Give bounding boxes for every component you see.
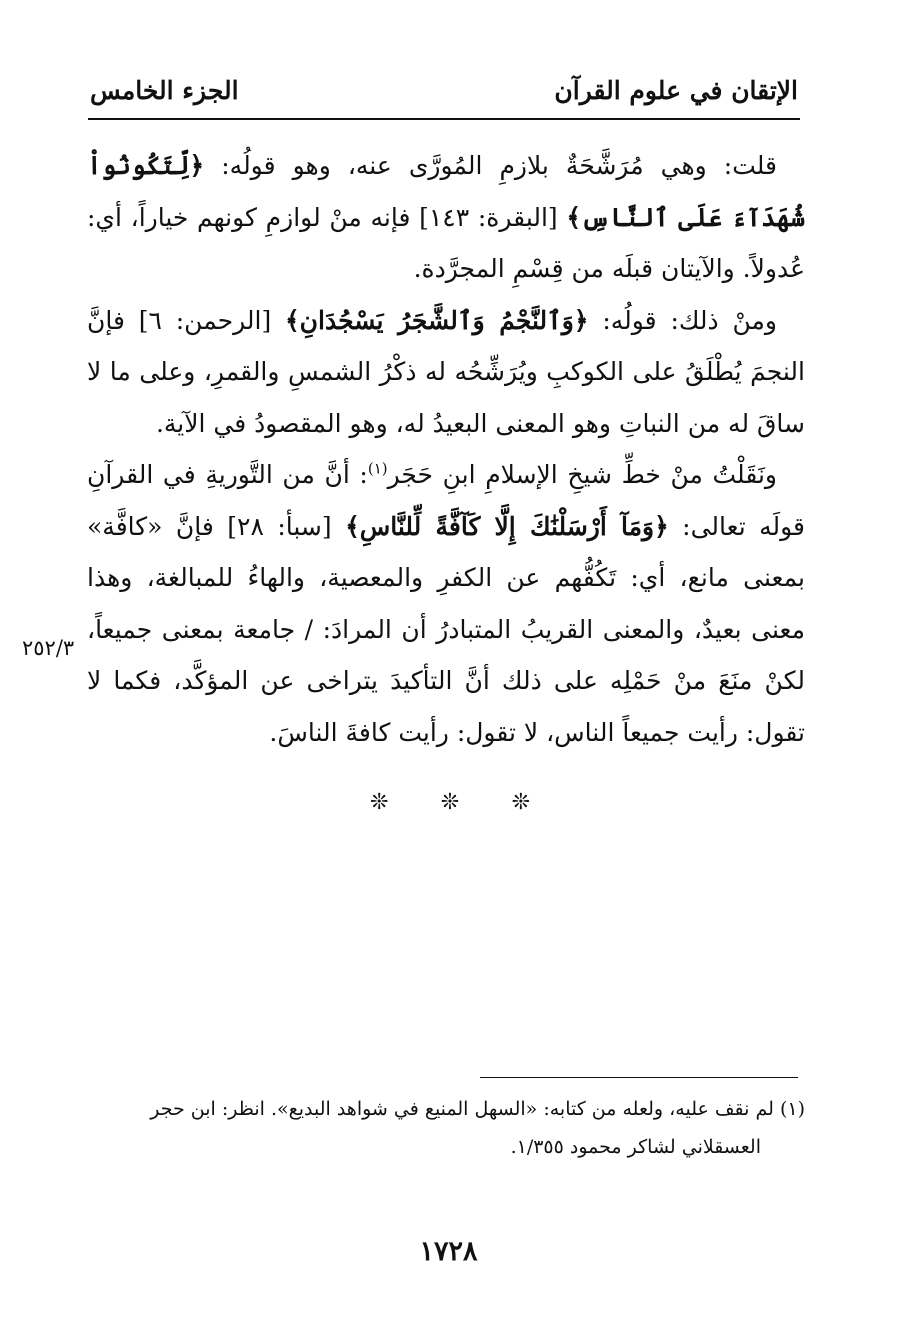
book-title: الإتقان في علوم القرآن xyxy=(554,76,798,105)
asterism-icon: ❊ xyxy=(511,790,530,815)
footnote-reference[interactable]: (١) xyxy=(367,459,388,478)
paragraph-1-rest: [البقرة: ١٤٣] فإنه منْ لوازمِ كونهم خياراً، أي: عُدولاً. والآيتان قبلَه من قِسْمِ المجرَّدة. xyxy=(87,202,805,283)
footnote-line-2: العسقلاني لشاكر محمود ١/٣٥٥. xyxy=(510,1136,761,1158)
margin-reference: ٢٥٢/٣ xyxy=(22,636,75,660)
footnote-line-1 xyxy=(93,1090,805,1128)
section-divider xyxy=(370,790,530,815)
paragraph-3 xyxy=(87,449,805,758)
paragraph-2-lead: ومنْ ذلك: قولُه: xyxy=(588,305,777,335)
paragraph-1 xyxy=(87,140,805,295)
footnote-text-1: لم نقف عليه، ولعله من كتابه: «السهل المنيع في شواهد البديع». انظر: ابن حجر xyxy=(150,1098,780,1120)
footnote xyxy=(93,1090,805,1166)
paragraph-3-rest: [سبأ: ٢٨] فإنَّ «كافَّة» بمعنى مانع، أي: تَكُفُّهم عن الكفرِ والمعصية، والهاءُ للمبالغة، وهذا معنى بعيدٌ، والمعنى القريبُ المتبادرُ أن المرادَ: / جامعة بمعنى جميعاً، لكنْ منَعَ منْ حَمْلِه على ذلك أنَّ التأكيدَ يتراخى عن المؤكَّد، فكما لا تقول: رأيت جميعاً الناس، لا تقول: رأيت كافةَ الناسَ. xyxy=(87,511,805,747)
main-text xyxy=(87,140,805,758)
paragraph-3-lead: ونَقَلْتُ منْ خطِّ شيخِ الإسلامِ ابنِ حَجَر xyxy=(387,460,777,489)
quran-verse-1: ﴿لِّتَكُونُواْ شُهَدَآءَ عَلَى ٱلنَّاسِ﴾ xyxy=(87,151,806,232)
asterism-icon: ❊ xyxy=(370,790,389,815)
page-header xyxy=(90,70,798,120)
paragraph-1-lead: قلت: وهي مُرَشَّحَةٌ بلازمِ المُورَّى عنه، وهو قولُه: xyxy=(204,151,777,180)
footnote-divider xyxy=(480,1077,798,1078)
quran-verse-3: ﴿وَمَآ أَرْسَلْنَٰكَ إِلَّا كَآفَّةً لِّلنَّاسِ﴾ xyxy=(345,511,669,541)
volume-title: الجزء الخامس xyxy=(90,76,239,105)
page-number: ١٧٢٨ xyxy=(419,1236,478,1267)
paragraph-2-rest: [الرحمن: ٦] فإنَّ النجمَ يُطْلَقُ على الكوكبِ ويُرَشِّحُه له ذكْرُ الشمسِ والقمرِ، وعلى ما لا ساقَ له من النباتِ وهو المعنى البعيدُ له، وهو المقصودُ في الآية. xyxy=(87,305,805,438)
footnote-marker: (١) xyxy=(779,1098,805,1120)
paragraph-2 xyxy=(87,295,805,450)
quran-verse-2: ﴿وَٱلنَّجْمُ وَٱلشَّجَرُ يَسْجُدَانِ﴾ xyxy=(285,305,589,335)
header-divider xyxy=(88,118,800,120)
paragraph-3-mid: : أنَّ من التَّوريةِ في القرآنِ قولَه تعالى: xyxy=(87,460,806,541)
asterism-icon: ❊ xyxy=(440,790,460,815)
